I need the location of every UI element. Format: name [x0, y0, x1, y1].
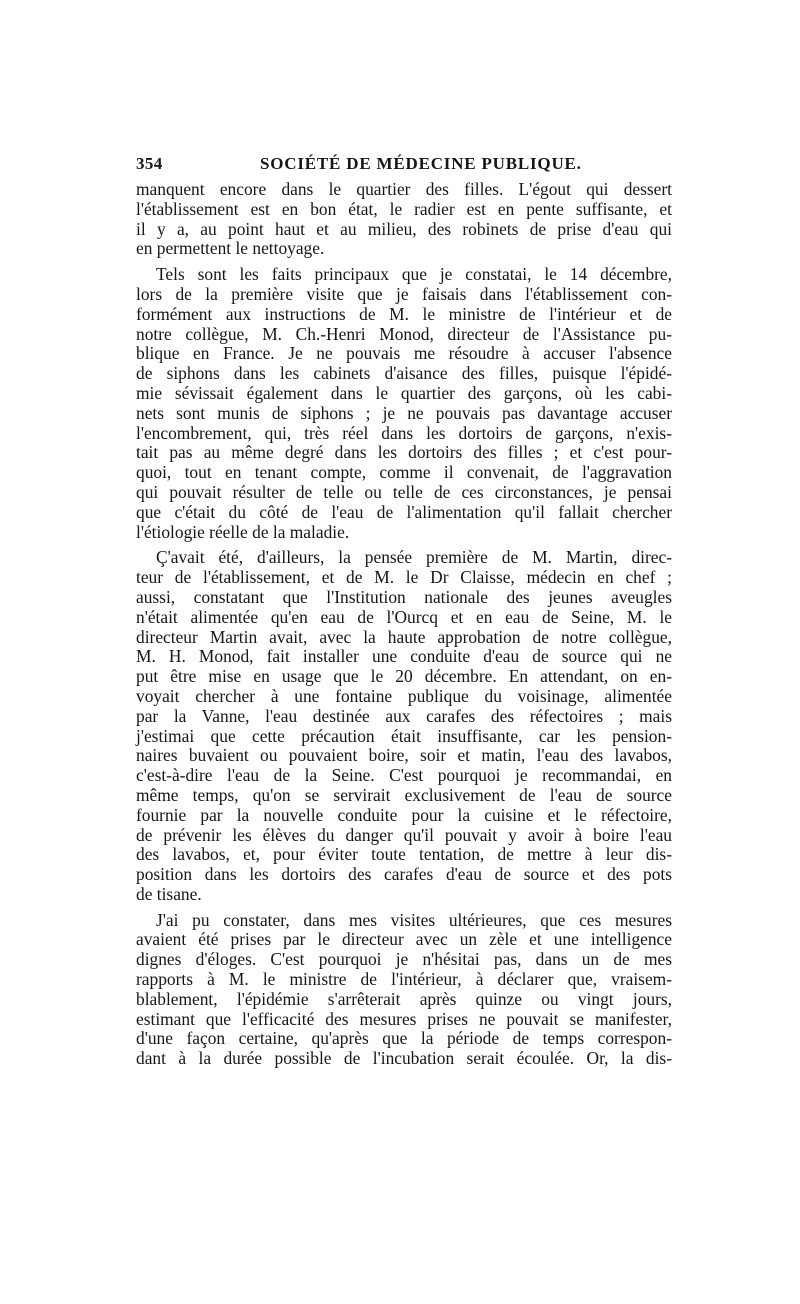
text-line: estimant que l'efficacité des mesures prises ne pouvait se manifester,: [136, 1008, 672, 1029]
text-line: put être mise en usage que le 20 décembre. En attendant, on en-: [136, 666, 672, 687]
text-line: fournie par la nouvelle conduite pour la cuisine et le réfectoire,: [136, 804, 672, 825]
text-line: notre collègue, M. Ch.-Henri Monod, directeur de l'Assistance pu-: [136, 323, 672, 344]
text-line: de siphons dans les cabinets d'aisance des filles, puisque l'épidé-: [136, 363, 672, 384]
text-line: de prévenir les élèves du danger qu'il pouvait y avoir à boire l'eau: [136, 824, 672, 845]
text-line: de tisane.: [136, 883, 202, 904]
text-line: M. H. Monod, fait installer une conduite d'eau de source qui ne: [136, 646, 672, 667]
text-line: des lavabos, et, pour éviter toute tentation, de mettre à leur dis-: [136, 844, 672, 865]
text-line: d'une façon certaine, qu'après que la période de temps correspon-: [136, 1028, 672, 1049]
text-line: formément aux instructions de M. le ministre de l'intérieur et de: [136, 303, 672, 324]
text-line: voyait chercher à une fontaine publique du voisinage, alimentée: [136, 685, 672, 706]
text-line: teur de l'établissement, et de M. le Dr Claisse, médecin en chef ;: [136, 567, 672, 588]
text-line: l'étiologie réelle de la maladie.: [136, 521, 350, 542]
text-line: tait pas au même degré dans les dortoirs des filles ; et c'est pour-: [136, 442, 672, 463]
running-title: SOCIÉTÉ DE MÉDECINE PUBLIQUE.: [260, 154, 582, 173]
text-line: position dans les dortoirs des carafes d'eau de source et des pots: [136, 864, 672, 885]
text-line: même temps, qu'on se servirait exclusivement de l'eau de source: [136, 784, 672, 805]
text-line: j'estimai que cette précaution était insuffisante, car les pension-: [136, 725, 672, 746]
text-line: aussi, constatant que l'Institution nationale des jeunes aveugles: [136, 586, 672, 607]
page-number: 354: [136, 154, 163, 173]
text-line: blablement, l'épidémie s'arrêterait après quinze ou vingt jours,: [136, 988, 672, 1009]
text-line: c'est-à-dire l'eau de la Seine. C'est pourquoi je recommandai, en: [136, 765, 672, 786]
paragraph-2: [136, 265, 672, 542]
page-header: [136, 150, 672, 180]
text-line: l'établissement est en bon état, le radier est en pente suffisante, et: [136, 198, 672, 219]
text-line: manquent encore dans le quartier des filles. L'égout qui dessert: [136, 179, 672, 199]
text-line: que c'était du côté de l'eau de l'alimentation qu'il fallait chercher: [136, 501, 672, 522]
text-line: J'ai pu constater, dans mes visites ultérieures, que ces mesures: [156, 909, 672, 930]
text-line: dignes d'éloges. C'est pourquoi je n'hésitai pas, dans un de mes: [136, 949, 672, 970]
paragraph-4: [136, 911, 672, 1069]
text-line: blique en France. Je ne pouvais me résoudre à accuser l'absence: [136, 343, 672, 364]
text-line: en permettent le nettoyage.: [136, 238, 325, 259]
text-line: Ç'avait été, d'ailleurs, la pensée première de M. Martin, direc-: [156, 547, 672, 568]
text-line: il y a, au point haut et au milieu, des robinets de prise d'eau qui: [136, 218, 672, 239]
text-line: dant à la durée possible de l'incubation serait écoulée. Or, la dis-: [136, 1048, 672, 1069]
text-line: mie sévissait également dans le quartier des garçons, où les cabi-: [136, 382, 672, 403]
text-line: lors de la première visite que je faisais dans l'établissement con-: [136, 283, 672, 304]
paragraph-1: [136, 180, 672, 259]
text-line: qui pouvait résulter de telle ou telle de ces circonstances, je pensai: [136, 481, 672, 502]
text-line: directeur Martin avait, avec la haute approbation de notre collègue,: [136, 626, 672, 647]
text-line: rapports à M. le ministre de l'intérieur, à déclarer que, vraisem-: [136, 969, 672, 990]
text-line: nets sont munis de siphons ; je ne pouvais pas davantage accuser: [136, 402, 672, 423]
text-line: naires buvaient ou pouvaient boire, soir et matin, l'eau des lavabos,: [136, 745, 672, 766]
text-line: Tels sont les faits principaux que je constatai, le 14 décembre,: [156, 264, 672, 285]
book-page: [136, 150, 672, 1069]
body-text: [136, 180, 672, 1069]
text-line: n'était alimentée qu'en eau de l'Ourcq et en eau de Seine, M. le: [136, 606, 672, 627]
text-line: par la Vanne, l'eau destinée aux carafes des réfectoires ; mais: [136, 705, 672, 726]
text-line: avaient été prises par le directeur avec un zèle et une intelligence: [136, 929, 672, 950]
text-line: l'encombrement, qui, très réel dans les dortoirs de garçons, n'exis-: [136, 422, 672, 443]
paragraph-3: [136, 548, 672, 904]
text-line: quoi, tout en tenant compte, comme il convenait, de l'aggravation: [136, 462, 672, 483]
